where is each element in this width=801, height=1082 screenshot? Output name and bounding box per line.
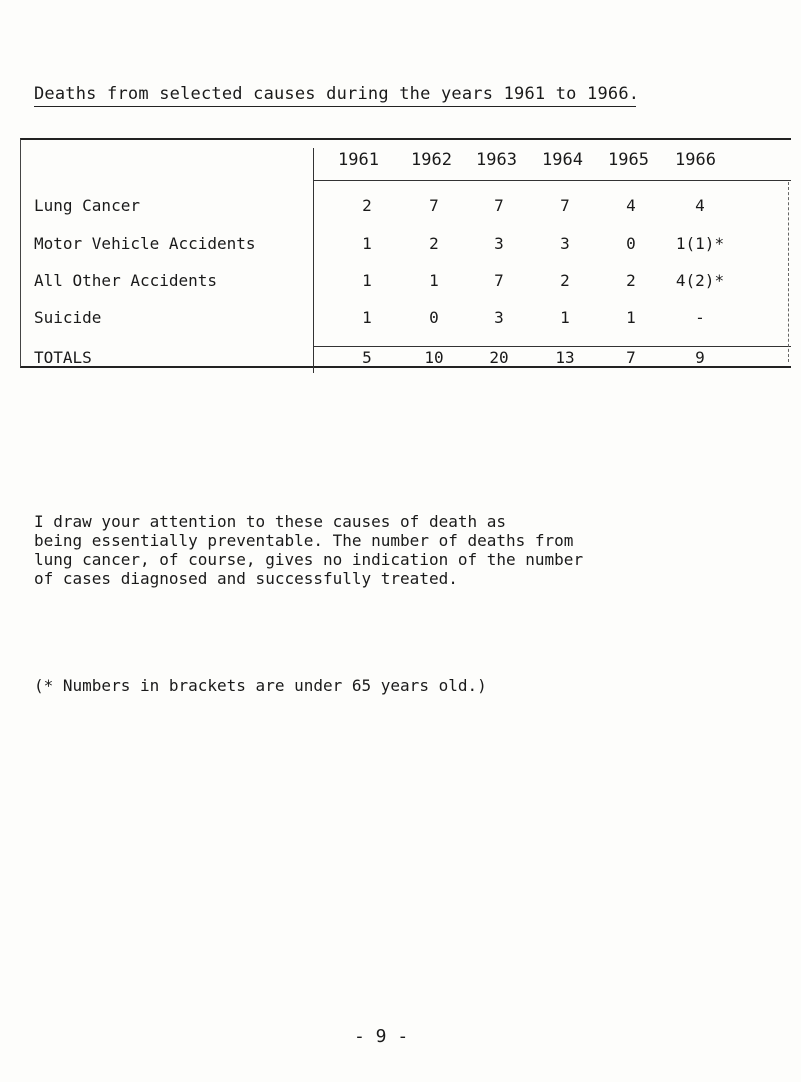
- header-rule: [313, 180, 791, 181]
- row-label-lung-cancer: Lung Cancer: [34, 196, 140, 215]
- table-cell: 1: [626, 308, 636, 327]
- label-column-divider: [313, 148, 314, 373]
- table-cell: 2: [560, 271, 570, 290]
- table-cell: 2: [362, 196, 372, 215]
- table-cell: 1: [362, 308, 372, 327]
- table-cell: 7: [494, 271, 504, 290]
- table-cell: 1: [362, 234, 372, 253]
- year-header-1965: 1965: [608, 150, 649, 170]
- year-header-1962: 1962: [411, 150, 452, 170]
- table-cell-total: 20: [489, 348, 509, 367]
- row-label-all-other-accidents: All Other Accidents: [34, 271, 218, 290]
- table-cell: 3: [560, 234, 570, 253]
- table-cell-total: 5: [362, 348, 372, 367]
- table-right-edge: [788, 182, 789, 362]
- table-cell: 4: [695, 196, 705, 215]
- footnote: (* Numbers in brackets are under 65 years old.): [34, 676, 487, 695]
- row-label-suicide: Suicide: [34, 308, 102, 327]
- table-cell: 0: [626, 234, 636, 253]
- year-header-1966: 1966: [675, 150, 716, 170]
- table-cell: 2: [429, 234, 439, 253]
- title-underline: [34, 106, 636, 107]
- table-cell: 4: [626, 196, 636, 215]
- table-cell-total: 7: [626, 348, 636, 367]
- table-cell-total: 9: [695, 348, 705, 367]
- table-cell: -: [695, 308, 705, 327]
- totals-rule: [313, 346, 791, 347]
- body-paragraph: I draw your attention to these causes of death as being essentially preventable. The number of deaths from lung cancer, of course, gives no indication of the number of cases diagnosed and successfully treated.: [34, 512, 584, 588]
- table-cell: 7: [429, 196, 439, 215]
- table-cell: 1: [362, 271, 372, 290]
- table-cell: 1: [429, 271, 439, 290]
- table-cell: 7: [560, 196, 570, 215]
- year-header-1964: 1964: [542, 150, 583, 170]
- year-header-1961: 1961: [338, 150, 379, 170]
- table-frame: [20, 138, 791, 368]
- table-cell: 1: [560, 308, 570, 327]
- table-cell: 2: [626, 271, 636, 290]
- table-cell-total: 13: [555, 348, 575, 367]
- table-cell-total: 10: [424, 348, 444, 367]
- table-cell: 7: [494, 196, 504, 215]
- page-title: Deaths from selected causes during the years 1961 to 1966.: [34, 84, 640, 104]
- table-cell: 4(2)*: [675, 271, 725, 290]
- table-cell: 0: [429, 308, 439, 327]
- row-label-motor-vehicle-accidents: Motor Vehicle Accidents: [34, 234, 256, 253]
- year-header-1963: 1963: [476, 150, 517, 170]
- table-cell: 3: [494, 308, 504, 327]
- page-number: - 9 -: [354, 1026, 409, 1047]
- row-label-totals: TOTALS: [34, 348, 92, 367]
- table-cell: 3: [494, 234, 504, 253]
- table-cell: 1(1)*: [675, 234, 725, 253]
